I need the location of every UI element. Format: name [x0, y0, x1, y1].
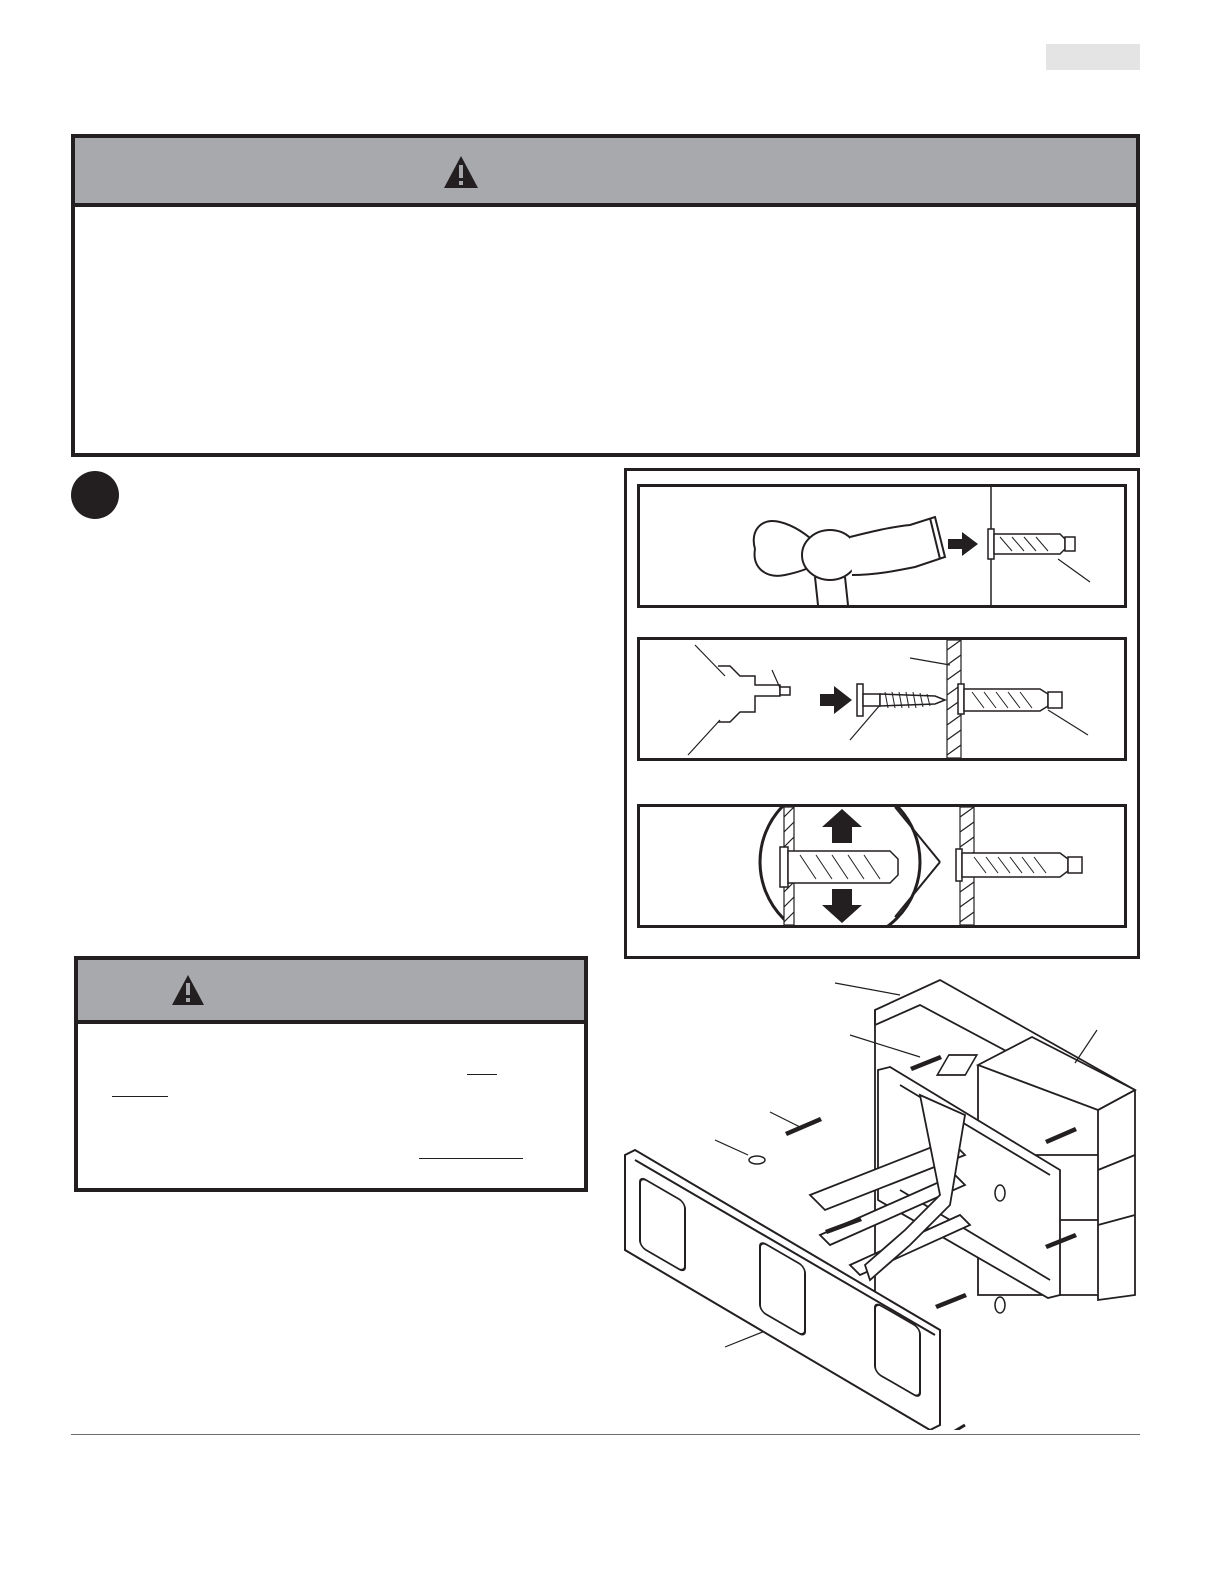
underline-mark [419, 1158, 523, 1159]
warning-triangle-icon [443, 155, 479, 189]
anchor-icon [988, 529, 1075, 559]
figure-step-expand [637, 804, 1127, 928]
anchor-icon [780, 847, 898, 887]
underline-mark [467, 1074, 497, 1075]
figure-step-screw [637, 637, 1127, 761]
hammer-icon [754, 517, 945, 605]
arrow-right-icon [820, 686, 852, 714]
anchor-icon [956, 849, 1082, 881]
warning-header-small [78, 960, 584, 1024]
figure-step-hammer [637, 484, 1127, 608]
page-tab [1046, 44, 1140, 70]
screw-drawing [640, 640, 1124, 758]
warning-triangle-icon [171, 974, 205, 1006]
washer [749, 1156, 765, 1164]
underline-mark [112, 1096, 168, 1097]
warning-box-top [71, 134, 1140, 457]
screw-icon [857, 684, 945, 716]
wall-plate [878, 1067, 1060, 1298]
anchor-installation-figure [624, 468, 1140, 959]
mount-drawing [620, 975, 1140, 1430]
hammer-drawing [640, 487, 1124, 605]
warning-header-top [75, 138, 1136, 207]
warning-box-small [74, 956, 588, 1192]
footer-rule [71, 1434, 1140, 1435]
expand-drawing [640, 807, 1124, 925]
wall-mount-assembly-figure [620, 975, 1140, 1430]
anchor-icon [958, 684, 1062, 714]
screwdriver-icon [718, 666, 790, 722]
arrow-right-icon [948, 532, 978, 556]
step-number-badge [71, 471, 119, 519]
